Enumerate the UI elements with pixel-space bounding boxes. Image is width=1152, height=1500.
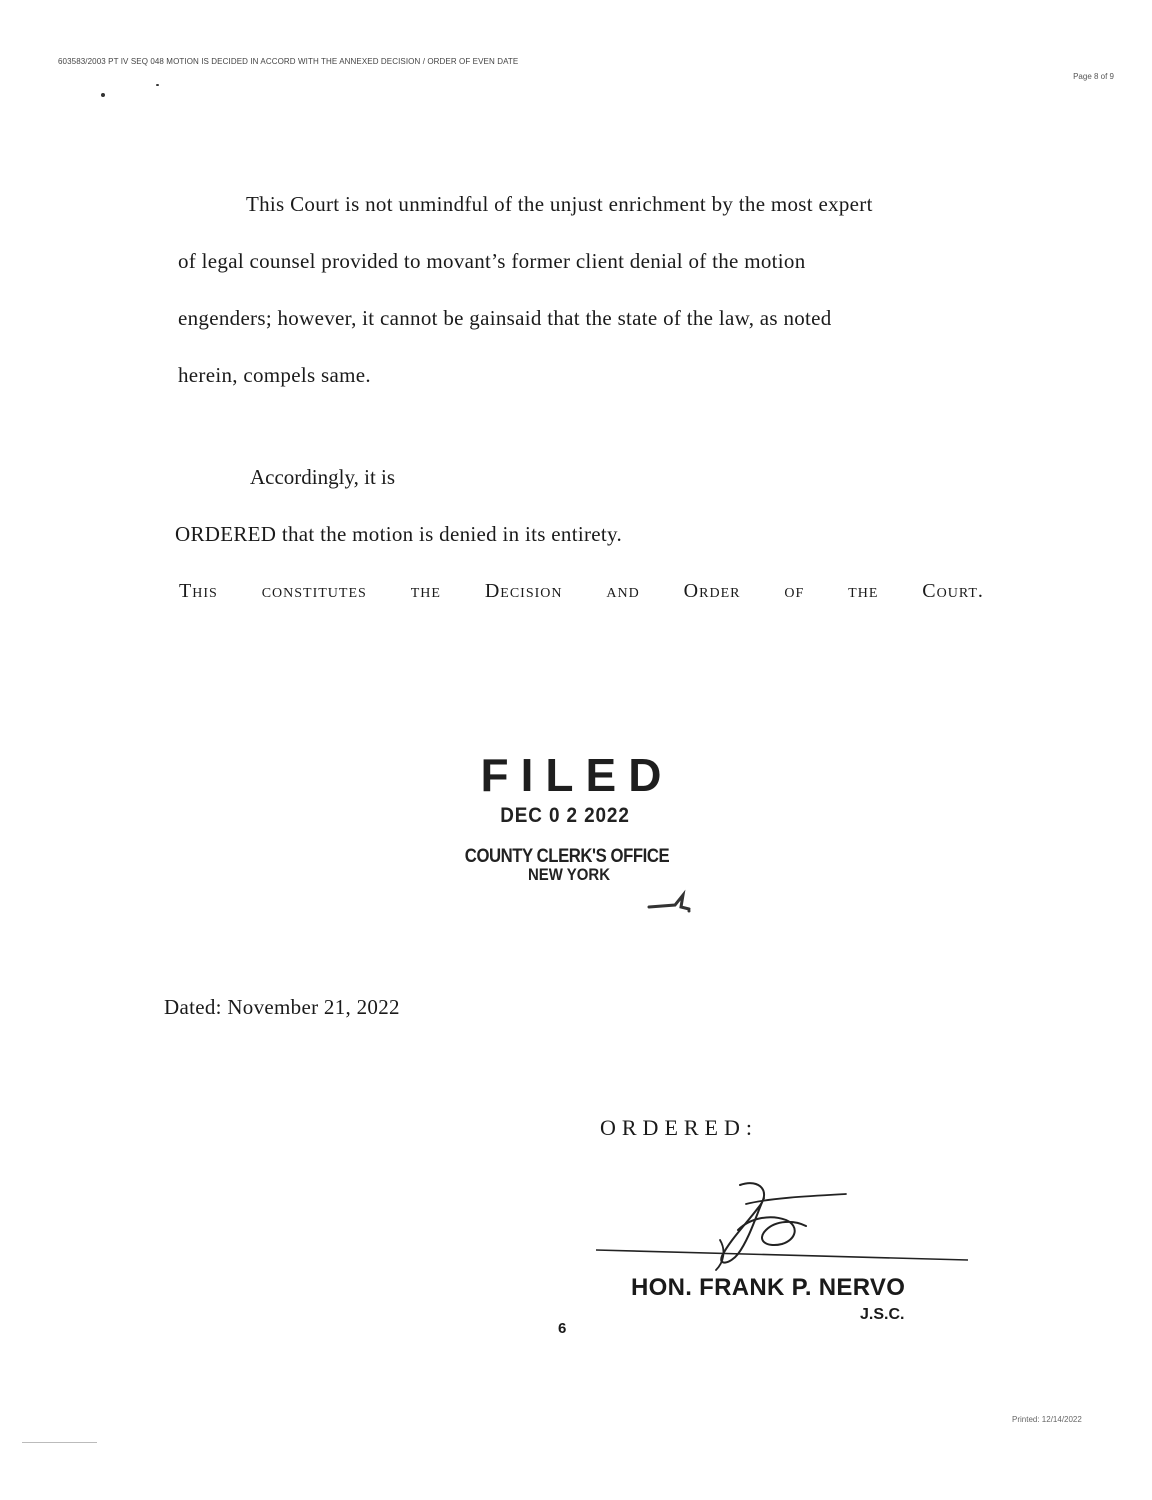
paragraph-line: This Court is not unmindful of the unjust enrichment by the most expert [246, 192, 873, 216]
scan-speck [101, 93, 105, 97]
paragraph-line: engenders; however, it cannot be gainsaid that the state of the law, as noted [178, 306, 832, 330]
paragraph-line: herein, compels same. [178, 363, 371, 387]
ordered-clause [175, 522, 622, 547]
judge-signature [590, 1170, 980, 1280]
filed-stamp [440, 748, 700, 885]
statement-word: and [606, 580, 640, 602]
judge-name: HON. FRANK P. NERVO [631, 1274, 906, 1301]
footer-divider [22, 1442, 97, 1443]
statement-word: Order [683, 580, 741, 602]
scan-speck [156, 84, 159, 86]
accordingly-line: Accordingly, it is [250, 465, 396, 489]
paragraph-line: of legal counsel provided to movant’s former client denial of the motion [178, 249, 806, 273]
ordered-keyword: ORDERED [175, 522, 277, 546]
judge-title: J.S.C. [860, 1306, 905, 1323]
stamp-ink-mark [645, 885, 695, 915]
statement-word: Court. [922, 580, 984, 602]
stamp-office: COUNTY CLERK'S OFFICE [464, 846, 670, 867]
statement-word: This [179, 580, 218, 602]
dated-line: Dated: November 21, 2022 [164, 995, 400, 1019]
statement-word: of [784, 580, 805, 602]
statement-word: the [410, 580, 441, 602]
stamp-date: DEC 0 2 2022 [500, 804, 630, 827]
ordered-signature-label: ORDERED: [600, 1115, 758, 1140]
page-indicator: Page 8 of 9 [1073, 72, 1114, 81]
opening-paragraph [178, 176, 998, 404]
page-number: 6 [558, 1320, 567, 1337]
document-header-line: 603583/2003 PT IV SEQ 048 MOTION IS DECIDED IN ACCORD WITH THE ANNEXED DECISION / ORDER OF EVEN DATE [58, 57, 519, 66]
decision-statement [179, 580, 984, 603]
printed-date: Printed: 12/14/2022 [1012, 1415, 1082, 1424]
stamp-filed-text: FILED [480, 749, 674, 801]
ordered-text: that the motion is denied in its entirety. [281, 522, 623, 546]
statement-word: Decision [484, 580, 563, 602]
statement-word: constitutes [261, 580, 367, 602]
stamp-city: NEW YORK [527, 865, 611, 884]
statement-word: the [848, 580, 879, 602]
